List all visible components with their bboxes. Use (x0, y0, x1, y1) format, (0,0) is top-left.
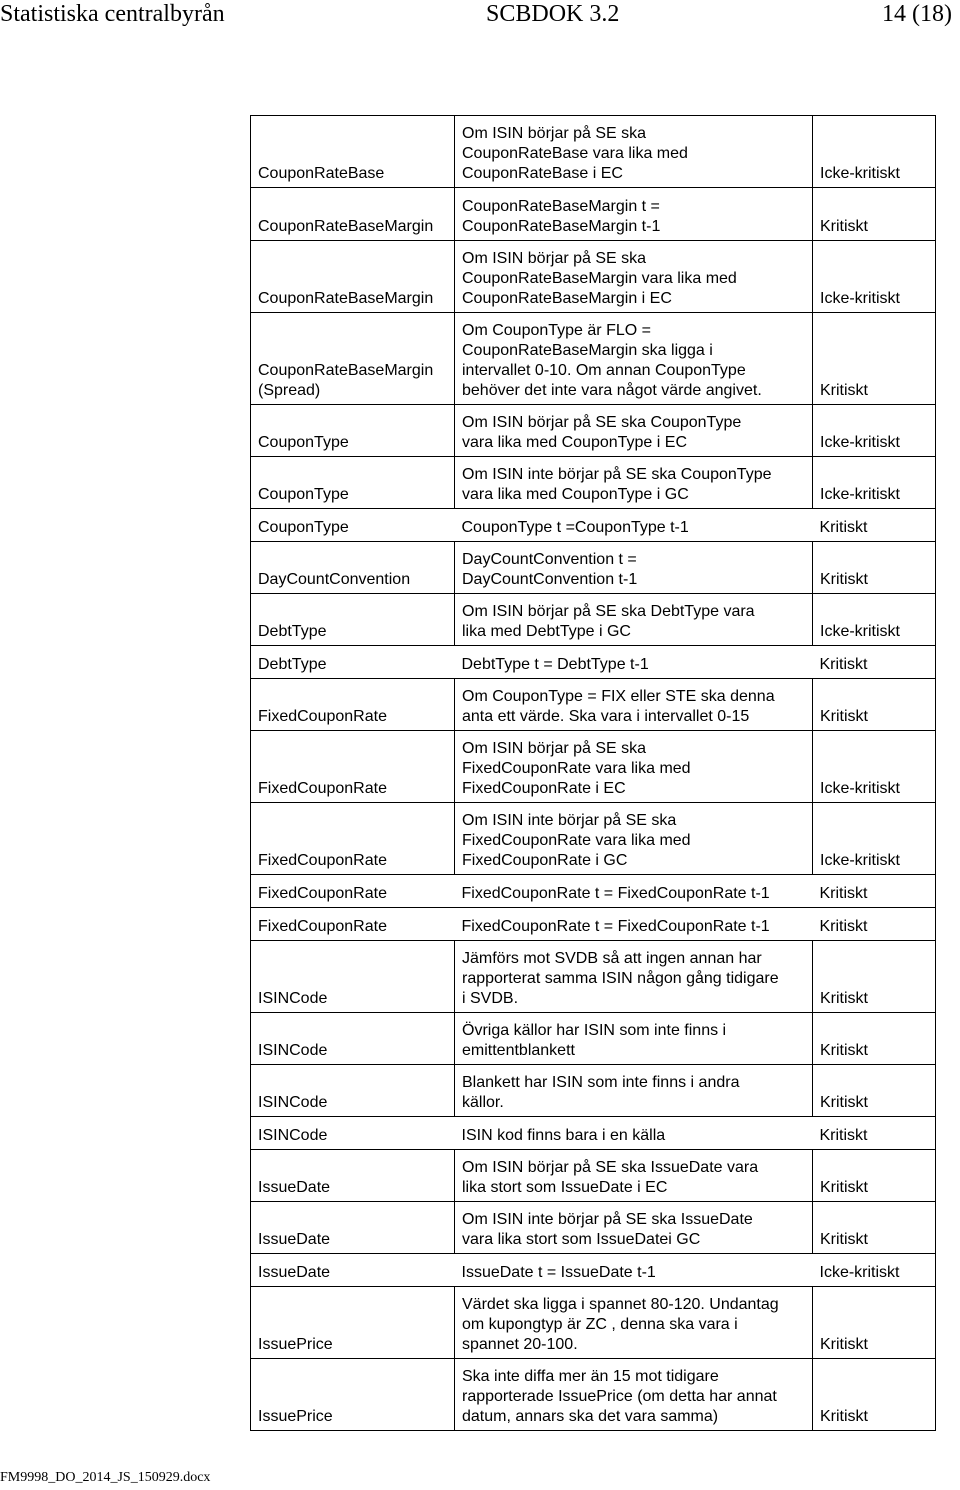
rule-cell: CouponType t =CouponType t-1 (455, 509, 813, 542)
severity-cell: Kritiskt (813, 1202, 936, 1254)
rule-cell: Jämförs mot SVDB så att ingen annan har rapporterat samma ISIN någon gång tidigare i SVDB. (455, 941, 813, 1013)
table-row (251, 941, 936, 1013)
rule-cell: Övriga källor har ISIN som inte finns i emittentblankett (455, 1013, 813, 1065)
rule-cell: Om ISIN inte börjar på SE ska FixedCouponRate vara lika med FixedCouponRate i GC (455, 803, 813, 875)
field-name-cell: IssuePrice (251, 1287, 455, 1359)
rule-cell: Om CouponType = FIX eller STE ska denna anta ett värde. Ska vara i intervallet 0-15 (455, 679, 813, 731)
severity-cell: Icke-kritiskt (813, 405, 936, 457)
field-name-cell: CouponRateBaseMargin (251, 188, 455, 241)
field-name-cell: CouponType (251, 509, 455, 542)
rule-cell: Värdet ska ligga i spannet 80-120. Undantag om kupongtyp är ZC , denna ska vara i spannet 20-100. (455, 1287, 813, 1359)
field-name-cell: IssuePrice (251, 1359, 455, 1431)
field-name-cell: DebtType (251, 646, 455, 679)
rule-cell: Om ISIN börjar på SE ska CouponType vara lika med CouponType i EC (455, 405, 813, 457)
severity-cell: Icke-kritiskt (813, 116, 936, 188)
field-name-cell: ISINCode (251, 1117, 455, 1150)
document-id: SCBDOK 3.2 (486, 1, 620, 27)
table-row (251, 1013, 936, 1065)
table-row (251, 646, 936, 679)
table-row (251, 594, 936, 646)
page-header (0, 0, 960, 30)
table-row (251, 908, 936, 941)
severity-cell: Kritiskt (813, 908, 936, 941)
severity-cell: Kritiskt (813, 1065, 936, 1117)
table-row (251, 1150, 936, 1202)
severity-cell: Kritiskt (813, 1287, 936, 1359)
field-name-cell: IssueDate (251, 1254, 455, 1287)
rule-cell: Om ISIN börjar på SE ska DebtType vara lika med DebtType i GC (455, 594, 813, 646)
table-row (251, 1065, 936, 1117)
field-name-cell: CouponType (251, 405, 455, 457)
table-row (251, 1287, 936, 1359)
severity-cell: Kritiskt (813, 646, 936, 679)
severity-cell: Kritiskt (813, 1013, 936, 1065)
severity-cell: Icke-kritiskt (813, 1254, 936, 1287)
table-row (251, 1202, 936, 1254)
rule-cell: IssueDate t = IssueDate t-1 (455, 1254, 813, 1287)
rule-cell: DayCountConvention t = DayCountConvention t-1 (455, 542, 813, 594)
table-row (251, 509, 936, 542)
field-name-cell: FixedCouponRate (251, 679, 455, 731)
rule-cell: Om ISIN börjar på SE ska FixedCouponRate vara lika med FixedCouponRate i EC (455, 731, 813, 803)
severity-cell: Icke-kritiskt (813, 457, 936, 509)
table-row (251, 457, 936, 509)
field-name-cell: DayCountConvention (251, 542, 455, 594)
rule-cell: CouponRateBaseMargin t = CouponRateBaseMargin t-1 (455, 188, 813, 241)
rule-cell: Om ISIN börjar på SE ska CouponRateBaseMargin vara lika med CouponRateBaseMargin i EC (455, 241, 813, 313)
field-name-cell: FixedCouponRate (251, 731, 455, 803)
table-row (251, 1254, 936, 1287)
field-name-cell: IssueDate (251, 1150, 455, 1202)
page-number: 14 (18) (882, 1, 952, 27)
field-name-cell: FixedCouponRate (251, 908, 455, 941)
table-row (251, 542, 936, 594)
rule-cell: FixedCouponRate t = FixedCouponRate t-1 (455, 875, 813, 908)
rules-table-body (251, 116, 936, 1431)
severity-cell: Icke-kritiskt (813, 594, 936, 646)
table-row (251, 1359, 936, 1431)
field-name-cell: ISINCode (251, 941, 455, 1013)
table-row (251, 116, 936, 188)
severity-cell: Icke-kritiskt (813, 731, 936, 803)
field-name-cell: CouponRateBaseMargin (Spread) (251, 313, 455, 405)
field-name-cell: FixedCouponRate (251, 875, 455, 908)
organization-name: Statistiska centralbyrån (0, 1, 225, 27)
field-name-cell: DebtType (251, 594, 455, 646)
table-row (251, 1117, 936, 1150)
rule-cell: Om ISIN inte börjar på SE ska CouponType vara lika med CouponType i GC (455, 457, 813, 509)
rule-cell: ISIN kod finns bara i en källa (455, 1117, 813, 1150)
table-row (251, 405, 936, 457)
rule-cell: Ska inte diffa mer än 15 mot tidigare rapporterade IssuePrice (om detta har annat datum, annars ska det vara samma) (455, 1359, 813, 1431)
severity-cell: Icke-kritiskt (813, 803, 936, 875)
table-row (251, 803, 936, 875)
severity-cell: Kritiskt (813, 679, 936, 731)
field-name-cell: ISINCode (251, 1065, 455, 1117)
severity-cell: Icke-kritiskt (813, 241, 936, 313)
rule-cell: Om ISIN inte börjar på SE ska IssueDate vara lika stort som IssueDatei GC (455, 1202, 813, 1254)
table-row (251, 188, 936, 241)
severity-cell: Kritiskt (813, 1150, 936, 1202)
severity-cell: Kritiskt (813, 509, 936, 542)
table-row (251, 241, 936, 313)
table-row (251, 679, 936, 731)
severity-cell: Kritiskt (813, 188, 936, 241)
severity-cell: Kritiskt (813, 1117, 936, 1150)
validation-rules-table (250, 115, 936, 1431)
severity-cell: Kritiskt (813, 542, 936, 594)
rule-cell: Om CouponType är FLO = CouponRateBaseMargin ska ligga i intervallet 0-10. Om annan CouponType behöver det inte vara något värde angivet. (455, 313, 813, 405)
rule-cell: Blankett har ISIN som inte finns i andra källor. (455, 1065, 813, 1117)
rule-cell: Om ISIN börjar på SE ska CouponRateBase vara lika med CouponRateBase i EC (455, 116, 813, 188)
footer-filename: FM9998_DO_2014_JS_150929.docx (0, 1470, 211, 1485)
field-name-cell: CouponRateBase (251, 116, 455, 188)
field-name-cell: IssueDate (251, 1202, 455, 1254)
field-name-cell: CouponRateBaseMargin (251, 241, 455, 313)
severity-cell: Kritiskt (813, 875, 936, 908)
severity-cell: Kritiskt (813, 1359, 936, 1431)
rule-cell: DebtType t = DebtType t-1 (455, 646, 813, 679)
severity-cell: Kritiskt (813, 313, 936, 405)
table-row (251, 875, 936, 908)
field-name-cell: CouponType (251, 457, 455, 509)
table-row (251, 731, 936, 803)
severity-cell: Kritiskt (813, 941, 936, 1013)
field-name-cell: ISINCode (251, 1013, 455, 1065)
table-row (251, 313, 936, 405)
rule-cell: FixedCouponRate t = FixedCouponRate t-1 (455, 908, 813, 941)
field-name-cell: FixedCouponRate (251, 803, 455, 875)
rule-cell: Om ISIN börjar på SE ska IssueDate vara lika stort som IssueDate i EC (455, 1150, 813, 1202)
